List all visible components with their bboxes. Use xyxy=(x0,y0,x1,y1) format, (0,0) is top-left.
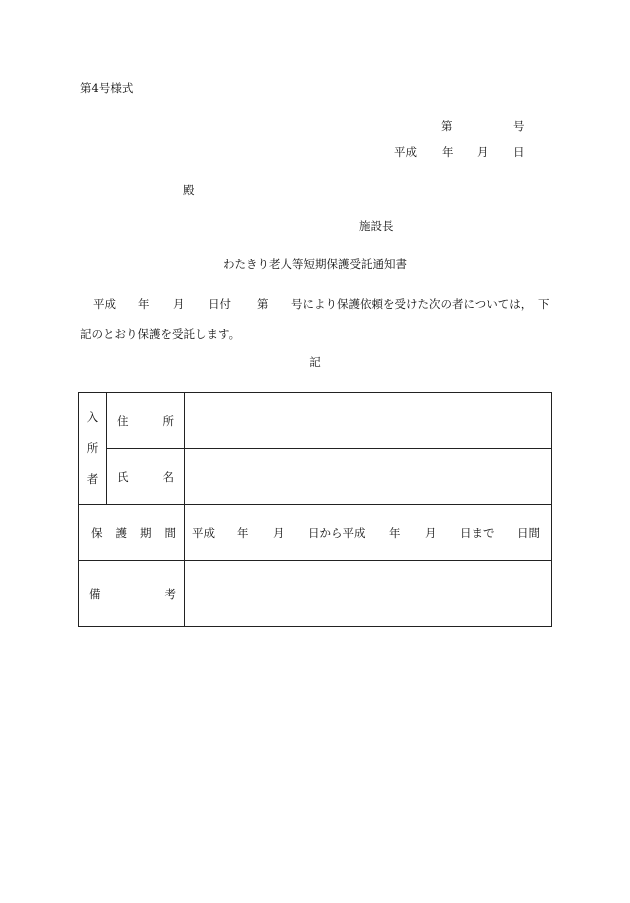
period-label-char: 期 xyxy=(140,525,152,540)
period-start-month: 月 xyxy=(273,525,285,540)
name-value xyxy=(185,449,552,505)
ki-heading: 記 xyxy=(309,355,321,369)
body-continuation: 下 xyxy=(538,297,550,311)
document-number-suffix: 号 xyxy=(513,119,525,133)
resident-char: 所 xyxy=(86,441,99,456)
body-no-label: 第 xyxy=(257,297,269,311)
address-row xyxy=(79,393,552,449)
period-label-char: 保 xyxy=(91,525,103,540)
document-number-label: 第 xyxy=(441,119,453,133)
address-label xyxy=(107,393,185,449)
address-value xyxy=(185,393,552,449)
resident-char: 入 xyxy=(86,410,99,425)
address-label-char: 所 xyxy=(162,413,174,428)
period-end-era: 日から平成 xyxy=(308,525,366,540)
period-start-era: 平成 xyxy=(192,525,215,540)
date-era: 平成 xyxy=(394,145,417,159)
period-days: 日間 xyxy=(517,525,540,540)
entrustment-table xyxy=(78,392,552,627)
name-label-char: 氏 xyxy=(117,469,129,484)
remarks-label xyxy=(79,561,185,627)
period-label-char: 間 xyxy=(164,525,176,540)
name-row xyxy=(79,449,552,505)
body-line-2: 記のとおり保護を受託します。 xyxy=(80,327,241,341)
document-title: わたきり老人等短期保護受託通知書 xyxy=(223,257,407,271)
body-era: 平成 xyxy=(93,297,116,311)
form-number: 第4号様式 xyxy=(80,81,134,95)
remarks-label-char: 備 xyxy=(89,586,101,601)
remarks-label-char: 考 xyxy=(164,586,176,601)
remarks-value xyxy=(185,561,552,627)
period-label-char: 護 xyxy=(115,525,127,540)
resident-label xyxy=(79,393,107,505)
body-request-text: 号により保護依頼を受けた次の者については， xyxy=(291,297,533,311)
addressee-honorific: 殿 xyxy=(183,183,195,197)
period-start-year: 年 xyxy=(237,525,249,540)
date-month-label: 月 xyxy=(477,145,489,159)
name-label-char: 名 xyxy=(162,469,174,484)
period-end-month: 月 xyxy=(425,525,437,540)
name-label xyxy=(107,449,185,505)
date-year-label: 年 xyxy=(442,145,454,159)
period-label xyxy=(79,505,185,561)
period-value xyxy=(185,505,552,561)
remarks-row xyxy=(79,561,552,627)
resident-char: 者 xyxy=(86,471,99,486)
period-end-year: 年 xyxy=(389,525,401,540)
body-month: 月 xyxy=(173,297,185,311)
sender-title: 施設長 xyxy=(359,219,394,233)
address-label-char: 住 xyxy=(117,413,129,428)
body-day: 日付 xyxy=(208,297,231,311)
period-row xyxy=(79,505,552,561)
period-end-day: 日まで xyxy=(460,525,495,540)
date-day-label: 日 xyxy=(513,145,525,159)
body-year: 年 xyxy=(138,297,150,311)
